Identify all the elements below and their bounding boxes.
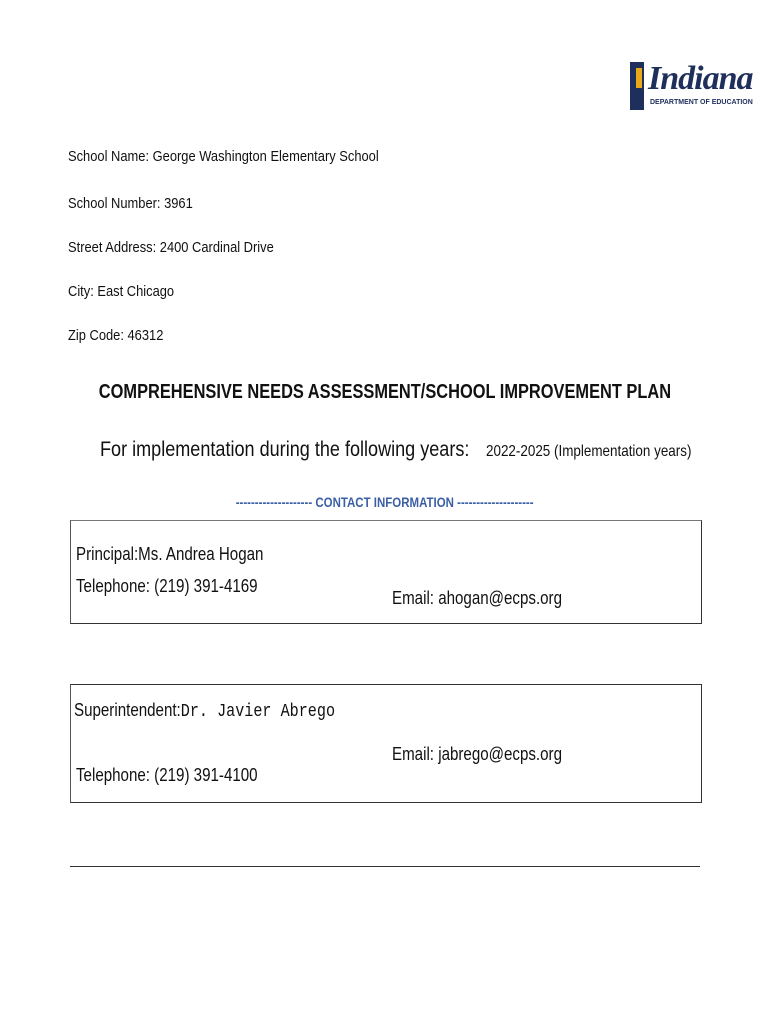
implementation-lead: For implementation during the following years:: [100, 438, 470, 461]
indiana-doe-logo: [630, 58, 753, 114]
superintendent-line: [74, 700, 335, 722]
school-number: School Number: 3961: [68, 195, 193, 212]
signature-line: [70, 866, 700, 867]
zip-code: Zip Code: 46312: [68, 327, 164, 344]
superintendent-telephone: Telephone: (219) 391-4100: [76, 765, 258, 785]
superintendent-label: Superintendent:: [74, 700, 181, 720]
superintendent-name: Dr. Javier Abrego: [180, 702, 336, 722]
implementation-years: 2022-2025 (Implementation years): [486, 443, 692, 460]
principal-contact-box: [70, 520, 702, 624]
logo-wordmark: Indiana: [648, 60, 753, 97]
school-name: School Name: George Washington Elementary School: [68, 148, 379, 165]
city: City: East Chicago: [68, 283, 175, 300]
torch-icon: [636, 68, 642, 88]
page-title: COMPREHENSIVE NEEDS ASSESSMENT/SCHOOL IMPROVEMENT PLAN: [98, 381, 672, 403]
principal-telephone: Telephone: (219) 391-4169: [76, 576, 258, 596]
superintendent-email: Email: jabrego@ecps.org: [392, 744, 562, 764]
street-address: Street Address: 2400 Cardinal Drive: [68, 239, 274, 256]
principal-email: Email: ahogan@ecps.org: [392, 588, 563, 608]
principal-name: Principal:Ms. Andrea Hogan: [76, 544, 264, 564]
implementation-line: [100, 438, 731, 462]
logo-department: DEPARTMENT OF EDUCATION: [650, 99, 753, 106]
contact-information-header: -------------------- CONTACT INFORMATION --------------------: [236, 494, 534, 510]
